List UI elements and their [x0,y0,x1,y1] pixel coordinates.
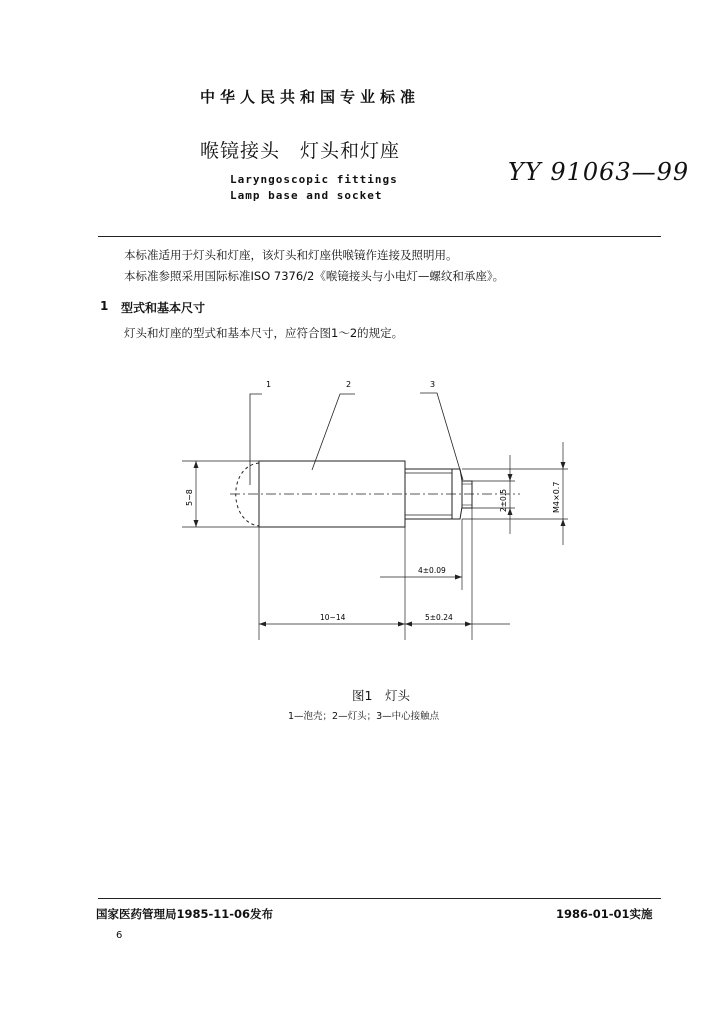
scope-paragraph: 本标准适用于灯头和灯座，该灯头和灯座供喉镜作连接及照明用。 [124,248,458,262]
document-title-en-line2: Lamp base and socket [230,189,383,202]
callout-3-leader [420,393,463,480]
document-title-cn: 喉镜接头 灯头和灯座 [200,140,401,162]
dim-thread-len-label: 4±0.09 [418,566,446,575]
callout-1-leader [250,394,262,485]
standard-number: YY 91063—99 [508,158,690,186]
dim-contact-dia-label: 2±0.5 [499,489,508,512]
contact-pin [462,481,472,508]
section-number: 1 [100,299,109,313]
effective-date: 1986-01-01实施 [556,907,653,921]
issue-date: 国家医药管理局1985-11-06发布 [96,907,274,921]
dim-total-len-label: 5±0.24 [425,613,453,622]
figure-caption: 图1 灯头 [352,688,410,703]
bulb-outline [236,463,259,526]
footer-divider [98,898,661,899]
section-text: 灯头和灯座的型式和基本尺寸，应符合图1～2的规定。 [124,326,404,340]
dim-body-len-label: 10~14 [320,613,346,622]
reference-paragraph: 本标准参照采用国际标准ISO 7376/2《喉镜接头与小电灯—螺纹和承座》。 [124,269,505,283]
callout-1: 1 [266,380,272,389]
figure-legend: 1—泡壳；2—灯头；3—中心接触点 [288,711,440,722]
callout-2: 2 [346,380,352,389]
page-number: 6 [116,930,123,941]
section-title: 型式和基本尺寸 [121,301,206,315]
document-title-en-line1: Laryngoscopic fittings [230,173,398,186]
dim-thread-label: M4×0.7 [552,481,561,513]
dim-left-height-label: 5~8 [185,489,194,506]
callout-2-leader [312,394,355,470]
standard-org: 中华人民共和国专业标准 [200,88,421,106]
callout-3: 3 [430,380,436,389]
